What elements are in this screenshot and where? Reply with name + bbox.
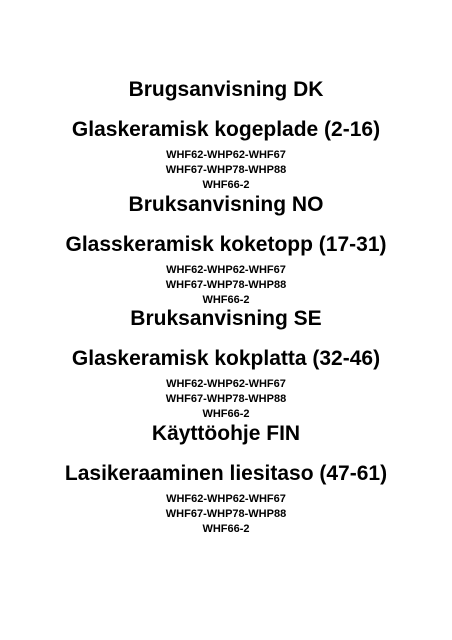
model-line: WHF66-2 bbox=[202, 523, 250, 535]
model-line: WHF66-2 bbox=[202, 179, 250, 191]
section-title: Glasskeramisk koketopp (17-31) bbox=[65, 233, 387, 256]
model-list bbox=[0, 148, 452, 193]
model-line: WHF66-2 bbox=[202, 294, 250, 306]
section-title: Glaskeramisk kokplatta (32-46) bbox=[71, 347, 381, 370]
model-line: WHF62-WHP62-WHF67 bbox=[166, 149, 286, 161]
model-line: WHF62-WHP62-WHF67 bbox=[166, 378, 286, 390]
section-finnish bbox=[0, 421, 452, 537]
section-heading: Bruksanvisning NO bbox=[128, 193, 324, 216]
section-heading: Brugsanvisning DK bbox=[128, 78, 324, 101]
section-norwegian bbox=[0, 192, 452, 308]
section-title: Lasikeraaminen liesitaso (47-61) bbox=[64, 462, 388, 485]
model-line: WHF67-WHP78-WHP88 bbox=[165, 279, 287, 291]
model-line: WHF62-WHP62-WHF67 bbox=[166, 493, 286, 505]
section-swedish bbox=[0, 306, 452, 422]
section-title: Glaskeramisk kogeplade (2-16) bbox=[71, 118, 381, 141]
model-line: WHF67-WHP78-WHP88 bbox=[165, 164, 287, 176]
model-list bbox=[0, 263, 452, 308]
section-heading: Käyttöohje FIN bbox=[151, 422, 301, 445]
section-danish bbox=[0, 77, 452, 193]
model-list bbox=[0, 492, 452, 537]
model-line: WHF62-WHP62-WHF67 bbox=[166, 264, 286, 276]
model-line: WHF67-WHP78-WHP88 bbox=[165, 393, 287, 405]
model-list bbox=[0, 377, 452, 422]
section-heading: Bruksanvisning SE bbox=[130, 307, 322, 330]
model-line: WHF66-2 bbox=[202, 408, 250, 420]
model-line: WHF67-WHP78-WHP88 bbox=[165, 508, 287, 520]
